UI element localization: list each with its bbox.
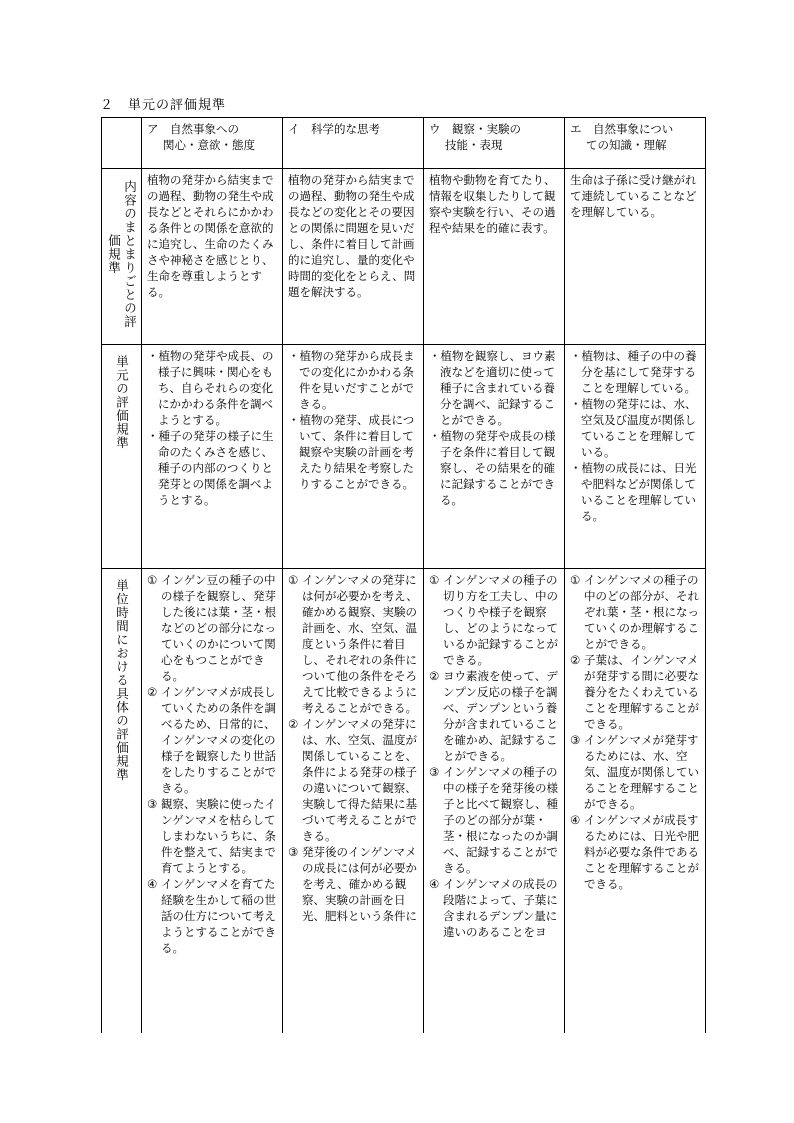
item-text: 子葉は、インゲンマメが発芽する間に必要な養分をたくわえていることを理解することができる。 <box>584 653 699 731</box>
bullet-item: ・ 植物は、種子の中の養分を基にして発芽することを理解している。 <box>570 348 700 396</box>
bullet-item: ・ 植物の発芽や成長、の様子に興味・関心をもち、自らそれらの変化にかかわる条件を調べようとする。 <box>147 348 277 428</box>
item-number: ② <box>288 717 299 731</box>
row-header-lesson-criteria <box>102 569 142 1034</box>
numbered-item <box>429 876 559 940</box>
column-header-line: ての知識・理解 <box>586 138 667 152</box>
item-text: インゲンマメの種子の切り方を工夫し、中のつくりや様子を観察し、どのようになっているか記録することができる。 <box>443 573 558 667</box>
cell-text: 植物や動物を育てたり、情報を収集したりして観察や実験を行い、その過程や結果を的確に表す。 <box>429 173 556 235</box>
bullet-item: ・ 植物の発芽や成長の様子を条件に着目して観察し、その結果を的確に記録することができる。 <box>429 428 559 508</box>
column-header-thinking <box>283 118 424 169</box>
numbered-item <box>429 572 559 668</box>
criteria-cell <box>142 569 283 1034</box>
criteria-cell <box>424 169 565 345</box>
numbered-item <box>147 684 277 796</box>
row-label: 内容のまとまりごとの評価規準 <box>106 179 138 329</box>
item-number: ④ <box>429 877 440 891</box>
numbered-item <box>288 572 418 716</box>
bullet-item: ・ 植物を観察し、ヨウ素液などを適切に使って種子に含まれている養分を調べ、記録することができる。 <box>429 348 559 428</box>
column-header-skills <box>424 118 565 169</box>
criteria-cell <box>565 569 706 1034</box>
criteria-cell <box>142 345 283 569</box>
item-text: 発芽後のインゲンマメの成長には何が必要かを考え、確かめる観察、実験の計画を日光、肥料という条件に <box>302 845 417 923</box>
table-row-unit-criteria <box>102 345 706 569</box>
column-header-line: 関心・意欲・態度 <box>163 138 255 152</box>
cell-text: 植物の発芽から結実までの過程、動物の発生や成長などの変化とその要因との関係に問題を見いだし、条件に着目して計画的に追究し、量的変化や時間的変化をとらえ、問題を解決する。 <box>288 173 416 299</box>
bullet-item: ・ 植物の発芽から成長までの変化にかかわる条件を見いだすことができる。 <box>288 348 418 412</box>
column-header-line: 技能・表現 <box>445 138 503 152</box>
numbered-item <box>570 572 700 652</box>
bullet-item: ・ 種子の発芽の様子に生命のたくみさを感じ、種子の内部のつくりと発芽との関係を調べようとする。 <box>147 428 277 508</box>
item-text: インゲンマメを育てた経験を生かして稲の世話の仕方について考えようとすることができる。 <box>161 877 276 955</box>
item-text: インゲン豆の種子の中の様子を観察し、発芽した後には葉・茎・根などのどの部分になっていくのかについて関心をもつことができる。 <box>161 573 276 683</box>
item-number: ③ <box>288 845 299 859</box>
item-text: インゲンマメの発芽には、水、空気、温度が関係していることを、条件による発芽の様子の違いについて観察、実験して得た結果に基づいて考えることができる。 <box>302 717 417 843</box>
item-number: ④ <box>570 813 581 827</box>
item-number: ① <box>429 573 440 587</box>
column-header-line: イ 科学的な思考 <box>288 122 380 136</box>
corner-cell <box>102 118 142 169</box>
item-number: ② <box>429 669 440 683</box>
criteria-cell <box>424 569 565 1034</box>
numbered-item <box>147 876 277 956</box>
column-header-line: ア 自然事象への <box>147 122 239 136</box>
table-header-row <box>102 118 706 169</box>
item-number: ③ <box>147 797 158 811</box>
item-text: インゲンマメの種子の中の様子を発芽後の様子と比べて観察し、種子のどの部分が葉・茎・根になったのか調べ、記録することができる。 <box>443 765 558 875</box>
column-header-knowledge <box>565 118 706 169</box>
item-number: ① <box>570 573 581 587</box>
row-header-content-criteria <box>102 169 142 345</box>
item-text: インゲンマメの成長の段階によって、子葉に含まれるデンプン量に違いのあることをヨ <box>443 877 558 939</box>
criteria-cell <box>283 169 424 345</box>
criteria-cell <box>565 169 706 345</box>
row-label: 単元の評価規準 <box>114 355 130 450</box>
item-number: ② <box>570 653 581 667</box>
row-header-unit-criteria <box>102 345 142 569</box>
item-number: ③ <box>429 765 440 779</box>
criteria-cell <box>565 345 706 569</box>
item-number: ④ <box>147 877 158 891</box>
item-text: インゲンマメが成長していくための条件を調べるため、日常的に、インゲンマメの変化の様子を観察したり世話をしたりすることができる。 <box>161 685 276 795</box>
criteria-cell <box>424 345 565 569</box>
item-text: インゲンマメが発芽するためには、水、空気、温度が関係していることを理解することができる。 <box>584 733 699 811</box>
item-number: ① <box>288 573 299 587</box>
section-heading: ２ 単元の評価規準 <box>100 98 227 113</box>
item-text: インゲンマメが成長するためには、日光や肥料が必要な条件であることを理解することができる。 <box>584 813 699 891</box>
item-number: ③ <box>570 733 581 747</box>
criteria-cell <box>283 345 424 569</box>
numbered-item <box>147 572 277 684</box>
numbered-item <box>570 812 700 892</box>
bullet-item: ・ 植物の発芽には、水、空気及び温度が関係していることを理解している。 <box>570 396 700 460</box>
numbered-item <box>570 652 700 732</box>
criteria-cell <box>142 169 283 345</box>
numbered-item <box>147 796 277 876</box>
numbered-item <box>429 764 559 876</box>
cell-text: 生命は子孫に受け継がれて連続していることなどを理解している。 <box>570 173 697 219</box>
numbered-item <box>570 732 700 812</box>
criteria-cell <box>283 569 424 1034</box>
table-row-lesson-criteria <box>102 569 706 1034</box>
bullet-item: ・ 植物の発芽、成長について、条件に着目して観察や実験の計画を考えたり結果を考察したりすることができる。 <box>288 412 418 492</box>
item-text: インゲンマメの種子の中のどの部分が、それぞれ葉・茎・根になっていくのか理解することができる。 <box>584 573 699 651</box>
numbered-item <box>288 844 418 924</box>
item-number: ① <box>147 573 158 587</box>
column-header-line: エ 自然事象につい <box>570 122 674 136</box>
column-header-line: ウ 観察・実験の <box>429 122 521 136</box>
numbered-item <box>288 716 418 844</box>
table-row-content-criteria <box>102 169 706 345</box>
row-label: 単位時間における具体の評価規準 <box>114 579 130 782</box>
item-text: ヨウ素液を使って、デンプン反応の様子を調べ、デンプンという養分が含まれていることを確かめ、記録することができる。 <box>443 669 558 763</box>
item-number: ② <box>147 685 158 699</box>
item-text: インゲンマメの発芽には何が必要かを考え、確かめる観察、実験の計画を、水、空気、温度という条件に着目し、それぞれの条件について他の条件をそろえて比較できるように考えることができる。 <box>302 573 418 715</box>
item-text: 観察、実験に使ったインゲンマメを枯らしてしまわないうちに、条件を整えて、結実まで育てようとする。 <box>161 797 276 875</box>
numbered-item <box>429 668 559 764</box>
bullet-item: ・ 植物の成長には、日光や肥料などが関係していることを理解している。 <box>570 460 700 524</box>
evaluation-criteria-table <box>101 117 706 1033</box>
cell-text: 植物の発芽から結実までの過程、動物の発生や成長などとそれらにかかわる条件との関係を意欲的に追究し、生命のたくみさや神秘さを感じとり、生命を尊重しようとする。 <box>147 173 274 299</box>
column-header-interest <box>142 118 283 169</box>
